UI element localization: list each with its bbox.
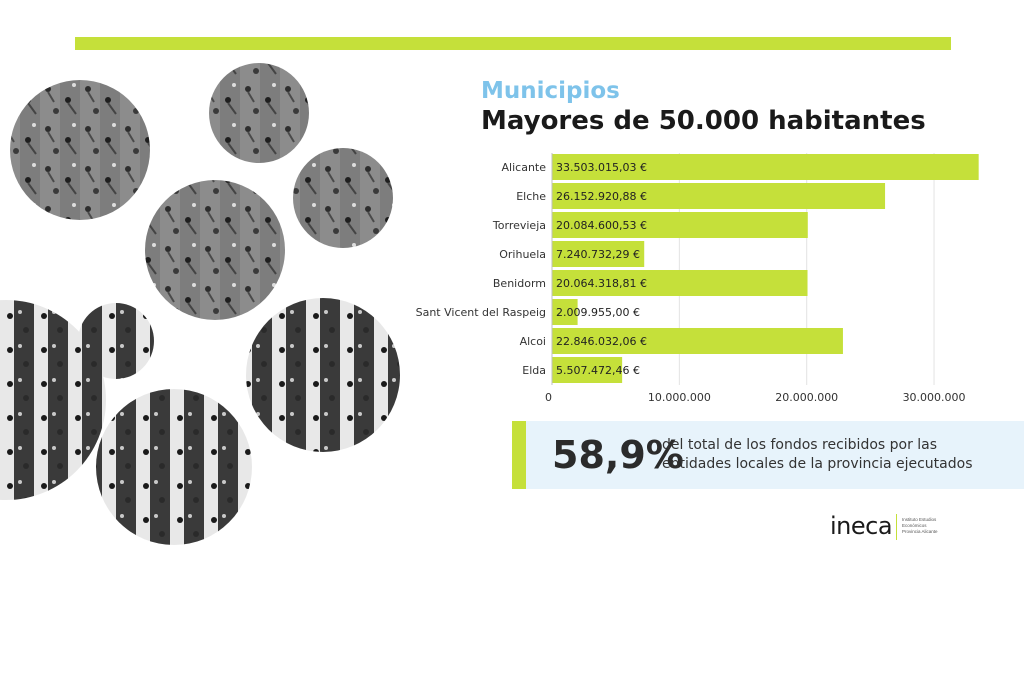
- category-label: Benidorm: [492, 277, 546, 290]
- data-label: 26.152.920,88 €: [556, 190, 647, 203]
- chart-subtitle: Municipios: [481, 78, 620, 104]
- crowd-photo-collage: [0, 0, 420, 560]
- photo-circle: [293, 148, 393, 248]
- chart-title: Mayores de 50.000 habitantes: [481, 106, 926, 136]
- photo-circle: [209, 63, 309, 163]
- photo-circle: [10, 80, 150, 220]
- data-label: 5.507.472,46 €: [556, 364, 640, 377]
- callout-line-1: del total de los fondos recibidos por las: [662, 437, 938, 453]
- photo-circle: [96, 389, 252, 545]
- logo-sub-line-2: Económicos: [902, 523, 927, 528]
- data-label: 7.240.732,29 €: [556, 248, 640, 261]
- photo-circle: [246, 298, 400, 452]
- x-tick-label: 20.000.000: [775, 391, 839, 404]
- summary-callout: [512, 421, 1024, 489]
- logo-separator: [896, 514, 897, 540]
- photo-circle: [145, 180, 285, 320]
- logo-wordmark: ineca: [830, 512, 893, 540]
- category-label: Orihuela: [499, 248, 546, 261]
- x-tick-label: 10.000.000: [647, 391, 711, 404]
- callout-percent: 58,9%: [552, 433, 684, 477]
- data-label: 20.084.600,53 €: [556, 219, 647, 232]
- data-label: 20.064.318,81 €: [556, 277, 647, 290]
- callout-accent-bar: [512, 421, 526, 489]
- category-label: Alicante: [501, 161, 546, 174]
- category-label: Elda: [522, 364, 546, 377]
- logo-subtitle: [902, 517, 952, 535]
- data-label: 22.846.032,06 €: [556, 335, 647, 348]
- logo-sub-line-1: Instituto Estudios: [902, 517, 937, 522]
- category-label: Torrevieja: [492, 219, 546, 232]
- data-label: 2.009.955,00 €: [556, 306, 640, 319]
- category-label: Elche: [516, 190, 546, 203]
- data-label: 33.503.015,03 €: [556, 161, 647, 174]
- bar-chart: [400, 145, 1000, 410]
- x-tick-label: 30.000.000: [902, 391, 966, 404]
- callout-text: [662, 436, 1022, 474]
- category-label: Sant Vicent del Raspeig: [415, 306, 546, 319]
- logo-sub-line-3: Provincia Alicante: [902, 529, 938, 534]
- x-tick-label: 0: [545, 391, 552, 404]
- category-label: Alcoi: [519, 335, 546, 348]
- callout-line-2: entidades locales de la provincia ejecutados: [662, 456, 973, 472]
